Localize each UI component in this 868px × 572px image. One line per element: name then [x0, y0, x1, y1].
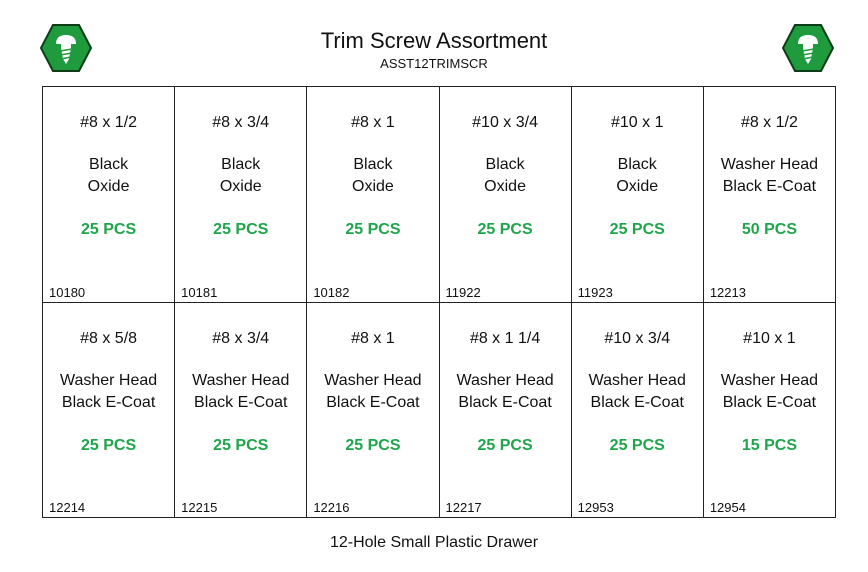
page-title: Trim Screw Assortment — [320, 28, 548, 53]
quantity-label: 25 PCS — [213, 221, 269, 238]
part-number: 10180 — [49, 284, 86, 300]
part-number: 12954 — [709, 500, 746, 515]
screw-description — [307, 154, 438, 198]
description-line-1: Washer Head — [720, 156, 819, 173]
description-line-2: Oxide — [484, 178, 526, 195]
screw-size: #8 x 3/4 — [212, 329, 270, 347]
screw-description — [440, 154, 571, 198]
screw-description — [175, 370, 306, 414]
screw-size: #8 x 1 — [351, 329, 395, 347]
quantity-label: 25 PCS — [81, 436, 137, 454]
part-number: 11922 — [445, 284, 481, 300]
part-number: 12215 — [181, 500, 218, 515]
description-line-1: Black — [353, 156, 393, 173]
screw-size: #10 x 3/4 — [604, 329, 671, 347]
description-line-2: Oxide — [352, 178, 394, 195]
screw-description — [572, 154, 703, 198]
description-line-1: Washer Head — [324, 371, 422, 389]
description-line-1: Black — [617, 156, 657, 173]
description-line-2: Black E-Coat — [458, 393, 552, 411]
description-line-1: Washer Head — [192, 371, 290, 389]
description-line-1: Washer Head — [59, 371, 158, 389]
quantity-label: 25 PCS — [609, 221, 665, 238]
part-number: 12217 — [445, 500, 482, 515]
description-line-1: Black — [485, 156, 525, 173]
screw-size: #10 x 3/4 — [472, 114, 538, 131]
screw-size: #8 x 3/4 — [212, 114, 270, 131]
screw-size: #10 x 1 — [611, 114, 664, 131]
description-line-1: Washer Head — [588, 371, 686, 389]
screw-description — [175, 154, 306, 198]
quantity-label: 25 PCS — [345, 221, 401, 238]
part-number: 11923 — [577, 284, 613, 300]
screw-description — [704, 154, 835, 198]
description-line-2: Oxide — [219, 178, 262, 195]
drawer-cell — [175, 87, 307, 303]
description-line-2: Black E-Coat — [326, 393, 420, 411]
part-number: 12953 — [577, 500, 614, 515]
drawer-cell — [440, 87, 572, 303]
quantity-label: 25 PCS — [213, 436, 269, 454]
description-line-1: Washer Head — [720, 371, 819, 389]
screw-size: #8 x 1 — [351, 114, 395, 131]
description-line-1: Black — [89, 156, 129, 173]
drawer-cell — [307, 303, 439, 519]
drawer-grid — [42, 86, 836, 518]
quantity-label: 25 PCS — [345, 436, 401, 454]
screw-size: #10 x 1 — [743, 329, 796, 347]
screw-description — [43, 370, 174, 414]
quantity-label: 25 PCS — [477, 436, 533, 454]
part-number: 10181 — [181, 284, 218, 300]
description-line-1: Black — [221, 156, 261, 173]
screw-description — [43, 154, 174, 198]
description-line-2: Black E-Coat — [722, 393, 817, 411]
quantity-label: 25 PCS — [81, 221, 137, 238]
screw-description — [572, 370, 703, 414]
part-number: 12213 — [709, 284, 746, 300]
screw-description — [307, 370, 438, 414]
drawer-cell — [440, 303, 572, 519]
drawer-cell — [704, 87, 836, 303]
screw-size: #8 x 1/2 — [740, 114, 798, 131]
drawer-cell — [572, 87, 704, 303]
description-line-2: Oxide — [616, 178, 659, 195]
description-line-2: Oxide — [87, 178, 130, 195]
screw-size: #8 x 5/8 — [80, 329, 138, 347]
part-number: 12216 — [313, 500, 350, 515]
part-number: 10182 — [313, 284, 350, 300]
screw-size: #8 x 1 1/4 — [469, 329, 541, 347]
quantity-label: 15 PCS — [741, 436, 797, 454]
description-line-2: Black E-Coat — [61, 393, 156, 411]
screw-size: #8 x 1/2 — [80, 114, 138, 131]
drawer-cell — [43, 87, 175, 303]
description-line-2: Black E-Coat — [722, 178, 817, 195]
assortment-code: ASST12TRIMSCR — [380, 56, 488, 71]
part-number: 12214 — [49, 500, 86, 515]
drawer-cell — [175, 303, 307, 519]
drawer-cell — [572, 303, 704, 519]
screw-description — [440, 370, 571, 414]
quantity-label: 25 PCS — [609, 436, 665, 454]
quantity-label: 25 PCS — [477, 221, 533, 238]
description-line-1: Washer Head — [456, 371, 554, 389]
drawer-cell — [43, 303, 175, 519]
drawer-cell — [704, 303, 836, 519]
footer-caption: 12-Hole Small Plastic Drawer — [329, 534, 539, 551]
description-line-2: Black E-Coat — [194, 393, 288, 411]
quantity-label: 50 PCS — [741, 221, 797, 238]
description-line-2: Black E-Coat — [590, 393, 684, 411]
drawer-cell — [307, 87, 439, 303]
screw-description — [704, 370, 835, 414]
